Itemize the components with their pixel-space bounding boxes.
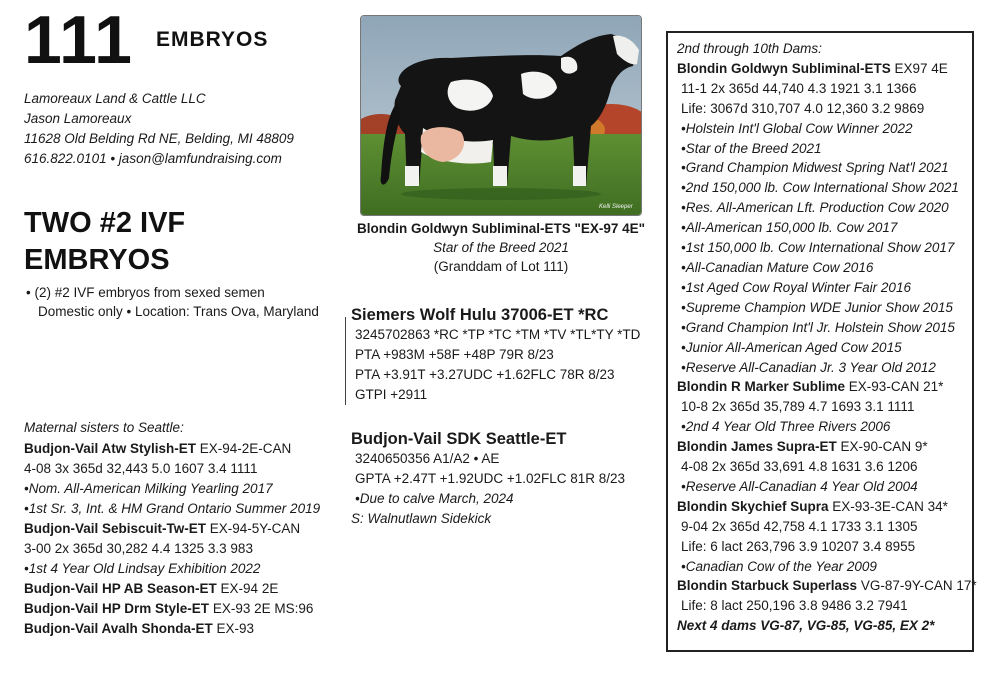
dam-detail-line: GPTA +2.47T +1.92UDC +1.02FLC 81R 8/23 xyxy=(355,471,626,486)
dams-pedigree-box xyxy=(666,31,977,652)
cow-name: Blondin R Marker Sublime xyxy=(677,379,846,395)
cow-classification: EX-93 2E MS:96 xyxy=(212,601,314,616)
cow-name: Budjon-Vail Avalh Shonda-ET xyxy=(24,621,213,636)
honor-note: •1st Aged Cow Royal Winter Fair 2016 xyxy=(681,279,911,295)
maternal-sisters-list xyxy=(24,439,320,639)
cow-name: Budjon-Vail Atw Stylish-ET xyxy=(24,441,197,456)
honor-note: •All-American 150,000 lb. Cow 2017 xyxy=(681,220,898,236)
consignor-info xyxy=(24,89,294,169)
cow-classification: EX97 4E xyxy=(894,60,948,76)
cow-name: Blondin James Supra-ET xyxy=(677,439,837,455)
honor-note: •Grand Champion Int'l Jr. Holstein Show 2015 xyxy=(681,319,955,335)
cow-entry xyxy=(24,619,320,639)
sire-detail-line: GTPI +2911 xyxy=(355,387,428,402)
honor-note: •Reserve All-Canadian 4 Year Old 2004 xyxy=(681,478,918,494)
cow-entry xyxy=(677,497,972,517)
honor-note: •Junior All-American Aged Cow 2015 xyxy=(681,339,902,355)
caption-relation: (Granddam of Lot 111) xyxy=(433,259,569,274)
dam-block xyxy=(351,429,625,529)
production-record: Life: 3067d 310,707 4.0 12,360 3.2 9869 xyxy=(681,100,925,116)
cow-classification: EX-93-3E-CAN 34* xyxy=(832,498,948,514)
production-record: 3-00 2x 365d 30,282 4.4 1325 3.3 983 xyxy=(24,541,253,556)
sire-name: Siemers Wolf Hulu 37006-ET *RC xyxy=(351,306,609,324)
cow-name: Blondin Skychief Supra xyxy=(677,498,829,514)
honor-note: •Canadian Cow of the Year 2009 xyxy=(681,558,877,574)
cow-name: Blondin Goldwyn Subliminal-ETS xyxy=(677,60,891,76)
cow-name: Budjon-Vail HP Drm Style-ET xyxy=(24,601,210,616)
production-record: Life: 6 lact 263,796 3.9 10207 3.4 8955 xyxy=(681,538,916,554)
production-record: 10-8 2x 365d 35,789 4.7 1693 3.1 1111 xyxy=(681,399,915,415)
cow-entry xyxy=(677,377,972,397)
cow-classification: EX-94-2E-CAN xyxy=(199,441,292,456)
production-record: 9-04 2x 365d 42,758 4.1 1733 3.1 1305 xyxy=(681,518,918,534)
dam-name: Budjon-Vail SDK Seattle-ET xyxy=(351,430,567,448)
cow-classification: EX-93 xyxy=(216,621,255,636)
honor-note: •1st 150,000 lb. Cow International Show 2017 xyxy=(681,240,955,256)
lot-type-label: EMBRYOS xyxy=(156,28,269,51)
photographer-signature: Kelli Sleeper xyxy=(599,204,633,210)
cow-entry xyxy=(24,599,320,619)
sire-block xyxy=(351,305,640,405)
cow-entry xyxy=(24,579,320,599)
offering-detail-line: • (2) #2 IVF embryos from sexed semen xyxy=(26,285,265,300)
consignor-address: 11628 Old Belding Rd NE, Belding, MI 48809 xyxy=(24,131,294,146)
cow-classification: VG-87-9Y-CAN 17* xyxy=(860,578,977,594)
honor-note: •Star of the Breed 2021 xyxy=(681,140,822,156)
offering-detail-line: Domestic only • Location: Trans Ova, Maryland xyxy=(38,304,319,319)
additional-dams-note: Next 4 dams VG-87, VG-85, VG-85, EX 2* xyxy=(677,618,935,634)
sire-detail-line: PTA +983M +58F +48P 79R 8/23 xyxy=(355,347,554,362)
honor-note: •All-Canadian Mature Cow 2016 xyxy=(681,259,874,275)
cow-entry xyxy=(24,519,320,539)
cow-entry xyxy=(677,437,972,457)
production-record: 11-1 2x 365d 44,740 4.3 1921 3.1 1366 xyxy=(681,80,917,96)
cow-entry xyxy=(677,59,972,79)
cow-name: Blondin Starbuck Superlass xyxy=(677,578,858,594)
lot-number: 111 xyxy=(24,2,133,78)
production-record: 4-08 2x 365d 33,691 4.8 1631 3.6 1206 xyxy=(681,459,918,475)
photo-caption xyxy=(346,219,656,276)
honor-note: •2nd 4 Year Old Three Rivers 2006 xyxy=(681,419,891,435)
honor-note: •Supreme Champion WDE Junior Show 2015 xyxy=(681,299,953,315)
production-record: Life: 8 lact 250,196 3.8 9486 3.2 7941 xyxy=(681,598,908,614)
cow-classification: EX-94-5Y-CAN xyxy=(209,521,301,536)
honor-note: •Nom. All-American Milking Yearling 2017 xyxy=(24,481,273,496)
caption-honor: Star of the Breed 2021 xyxy=(433,240,569,255)
cow-photo xyxy=(360,15,642,216)
sire-detail-line: 3245702863 *RC *TP *TC *TM *TV *TL*TY *TD xyxy=(355,327,641,342)
offering-details xyxy=(26,283,319,321)
cow-classification: EX-93-CAN 21* xyxy=(848,379,944,395)
dam-sire-line: S: Walnutlawn Sidekick xyxy=(351,511,492,526)
cow-name: Budjon-Vail HP AB Season-ET xyxy=(24,581,217,596)
maternal-sisters-heading: Maternal sisters to Seattle: xyxy=(24,420,184,435)
cow-entry xyxy=(24,439,320,459)
sire-detail-line: PTA +3.91T +3.27UDC +1.62FLC 78R 8/23 xyxy=(355,367,615,382)
production-record: 4-08 3x 365d 32,443 5.0 1607 3.4 1111 xyxy=(24,461,258,476)
caption-cow-name: Blondin Goldwyn Subliminal-ETS "EX-97 4E" xyxy=(356,221,646,236)
offering-title xyxy=(24,205,185,279)
honor-note: •Reserve All-Canadian Jr. 3 Year Old 2012 xyxy=(681,359,936,375)
honor-note: •Holstein Int'l Global Cow Winner 2022 xyxy=(681,120,913,136)
honor-note: •1st 4 Year Old Lindsay Exhibition 2022 xyxy=(24,561,261,576)
dam-detail-line: 3240650356 A1/A2 • AE xyxy=(355,451,500,466)
offering-title-line: EMBRYOS xyxy=(24,244,170,276)
consignor-phone-email: 616.822.0101 • jason@lamfundraising.com xyxy=(24,151,282,166)
cow-classification: EX-94 2E xyxy=(220,581,279,596)
honor-note: •2nd 150,000 lb. Cow International Show 2021 xyxy=(681,180,959,196)
dam-detail-line: •Due to calve March, 2024 xyxy=(355,491,514,506)
cow-classification: EX-90-CAN 9* xyxy=(840,439,928,455)
cow-photo-image xyxy=(361,16,641,215)
honor-note: •Grand Champion Midwest Spring Nat'l 2021 xyxy=(681,160,949,176)
pedigree-heading: 2nd through 10th Dams: xyxy=(677,41,822,56)
offering-title-line: TWO #2 IVF xyxy=(24,207,186,239)
consignor-company: Lamoreaux Land & Cattle LLC xyxy=(24,91,206,106)
cow-entry xyxy=(677,576,977,596)
pedigree-bracket-line xyxy=(345,317,346,405)
honor-note: •1st Sr. 3, Int. & HM Grand Ontario Summer 2019 xyxy=(24,501,321,516)
honor-note: •Res. All-American Lft. Production Cow 2020 xyxy=(681,200,949,216)
cow-name: Budjon-Vail Sebiscuit-Tw-ET xyxy=(24,521,207,536)
consignor-contact: Jason Lamoreaux xyxy=(24,111,132,126)
